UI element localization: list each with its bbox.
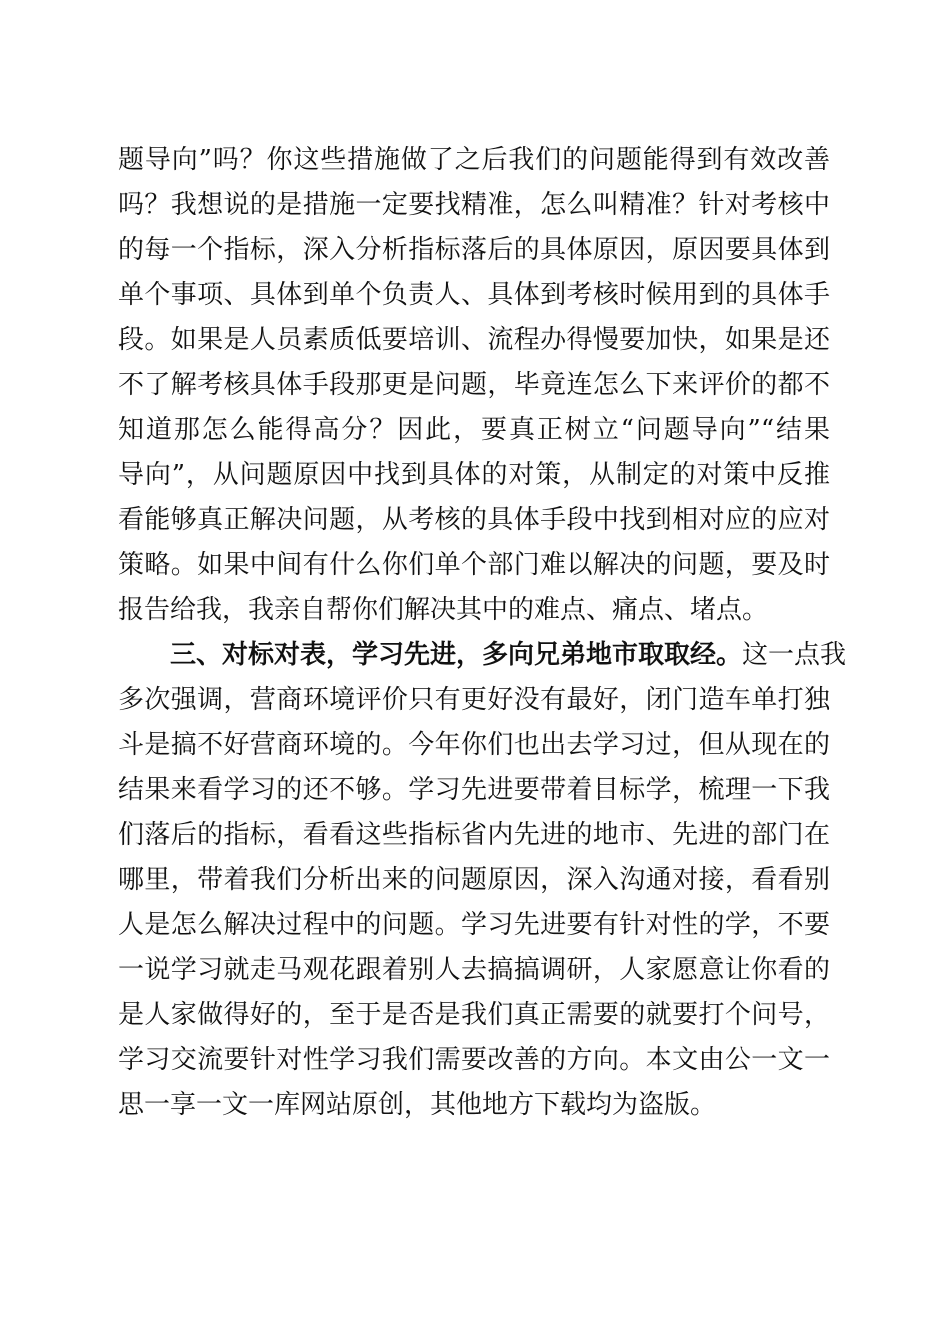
paragraph-line: 人是怎么解决过程中的问题。学习先进要有针对性的学，不要 bbox=[118, 910, 830, 940]
paragraph-line: 知道那怎么能得高分？因此，要真正树立“问题导向”“结果 bbox=[118, 415, 830, 445]
paragraph-line: 的每一个指标，深入分析指标落后的具体原因，原因要具体到 bbox=[118, 235, 830, 265]
section-heading-line bbox=[170, 635, 847, 675]
paragraph-line: 导向”，从问题原因中找到具体的对策，从制定的对策中反推 bbox=[118, 460, 830, 490]
paragraph-line: 多次强调，营商环境评价只有更好没有最好，闭门造车单打独 bbox=[118, 685, 830, 715]
paragraph-line: 是人家做得好的，至于是否是我们真正需要的就要打个问号， bbox=[118, 1000, 830, 1030]
paragraph-line: 一说学习就走马观花跟着别人去搞搞调研，人家愿意让你看的 bbox=[118, 955, 830, 985]
paragraph-line: 学习交流要针对性学习我们需要改善的方向。本文由公一文一 bbox=[118, 1045, 830, 1075]
paragraph-line: 报告给我，我亲自帮你们解决其中的难点、痛点、堵点。 bbox=[118, 595, 769, 625]
paragraph-line: 单个事项、具体到单个负责人、具体到考核时候用到的具体手 bbox=[118, 280, 830, 310]
section-heading: 三、对标对表，学习先进，多向兄弟地市取取经。 bbox=[170, 640, 743, 670]
paragraph-line: 吗？我想说的是措施一定要找精准，怎么叫精准？针对考核中 bbox=[118, 190, 830, 220]
paragraph-line: 策略。如果中间有什么你们单个部门难以解决的问题，要及时 bbox=[118, 550, 830, 580]
paragraph-line: 不了解考核具体手段那更是问题，毕竟连怎么下来评价的都不 bbox=[118, 370, 830, 400]
paragraph-line: 思一享一文一库网站原创，其他地方下载均为盗版。 bbox=[118, 1090, 717, 1120]
paragraph-line: 斗是搞不好营商环境的。今年你们也出去学习过，但从现在的 bbox=[118, 730, 830, 760]
paragraph-line: 哪里，带着我们分析出来的问题原因，深入沟通对接，看看别 bbox=[118, 865, 830, 895]
paragraph-line: 题导向”吗？你这些措施做了之后我们的问题能得到有效改善 bbox=[118, 145, 830, 175]
paragraph-line: 段。如果是人员素质低要培训、流程办得慢要加快，如果是还 bbox=[118, 325, 830, 355]
section-heading-tail: 这一点我 bbox=[742, 640, 847, 670]
paragraph-line: 看能够真正解决问题，从考核的具体手段中找到相对应的应对 bbox=[118, 505, 830, 535]
paragraph-line: 结果来看学习的还不够。学习先进要带着目标学，梳理一下我 bbox=[118, 775, 830, 805]
paragraph-line: 们落后的指标，看看这些指标省内先进的地市、先进的部门在 bbox=[118, 820, 830, 850]
